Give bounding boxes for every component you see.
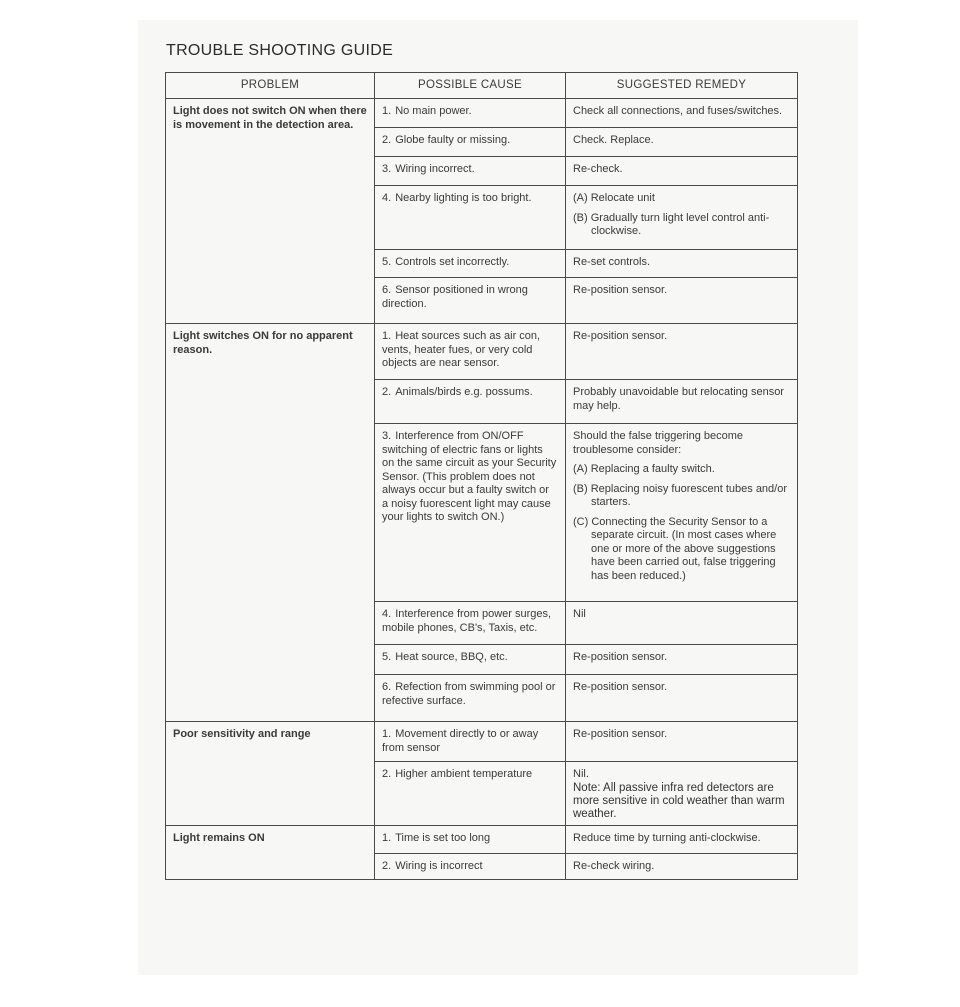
cause-text: Interference from power surges, mobile phones, CB's, Taxis, etc.: [382, 608, 552, 634]
cause-text: Nearby lighting is too bright.: [395, 192, 532, 204]
remedy-cell: [566, 762, 798, 826]
cause-number: 1.: [382, 831, 392, 844]
problem-cell: Light does not switch ON when there is movement in the detection area.: [166, 99, 375, 324]
header-problem: PROBLEM: [166, 73, 375, 99]
cause-text: Controls set incorrectly.: [395, 256, 510, 268]
remedy-cell: [566, 157, 798, 186]
cause-text: Refection from swimming pool or refective surface.: [382, 681, 556, 707]
table-row: [166, 825, 798, 853]
cause-number: 3.: [382, 430, 392, 442]
cause-cell: [375, 825, 566, 853]
remedy-cell: [566, 380, 798, 424]
remedy-cell: [566, 99, 798, 128]
cause-text: Movement directly to or away from sensor: [382, 728, 539, 754]
remedy-cell: [566, 675, 798, 722]
remedy-line: Re-check wiring.: [573, 859, 655, 872]
remedy-line: Check all connections, and fuses/switches.: [573, 105, 783, 117]
cause-cell: [375, 99, 566, 128]
cause-text: Animals/birds e.g. possums.: [395, 386, 533, 398]
cause-text: Wiring is incorrect: [395, 859, 483, 872]
cause-text: Heat sources such as air con, vents, heater fues, or very cold objects are near sensor.: [382, 330, 541, 369]
cause-cell: [375, 602, 566, 645]
remedy-line: Re-position sensor.: [573, 651, 668, 663]
cause-number: 6.: [382, 284, 392, 296]
remedy-line: Check. Replace.: [573, 134, 654, 146]
table-row: [166, 99, 798, 128]
remedy-line: Probably unavoidable but relocating sensor may help.: [573, 386, 784, 412]
remedy-cell: [566, 278, 798, 324]
cause-number: 2.: [382, 859, 392, 872]
remedy-line: (B) Gradually turn light level control anti-clockwise.: [573, 211, 770, 237]
cause-cell: [375, 157, 566, 186]
remedy-line: Re-position sensor.: [573, 284, 668, 296]
cause-text: No main power.: [395, 105, 472, 117]
cause-cell: [375, 324, 566, 380]
remedy-line: Nil.: [573, 768, 589, 780]
cause-text: Wiring incorrect.: [395, 163, 475, 175]
cause-number: 2.: [382, 134, 392, 146]
remedy-cell: [566, 424, 798, 602]
remedy-line: Reduce time by turning anti-clockwise.: [573, 831, 761, 844]
remedy-line: Re-position sensor.: [573, 330, 668, 342]
cause-number: 1.: [382, 105, 392, 117]
problem-cell: Light switches ON for no apparent reason.: [166, 324, 375, 722]
cause-text: Sensor positioned in wrong direction.: [382, 284, 528, 310]
remedy-cell: [566, 324, 798, 380]
cause-number: 1.: [382, 728, 392, 740]
remedy-line: Nil: [573, 608, 586, 620]
table-row: [166, 324, 798, 380]
cause-cell: [375, 250, 566, 278]
problem-cell: Light remains ON: [166, 825, 375, 879]
cause-number: 2.: [382, 386, 392, 398]
remedy-line: Re-position sensor.: [573, 728, 668, 740]
cause-cell: [375, 762, 566, 826]
cause-number: 4.: [382, 192, 392, 204]
remedy-line: (A) Replacing a faulty switch.: [573, 463, 715, 475]
table-row: [166, 722, 798, 762]
remedy-cell: [566, 722, 798, 762]
cause-cell: [375, 186, 566, 250]
table-body: [166, 99, 798, 880]
remedy-cell: [566, 250, 798, 278]
cause-cell: [375, 722, 566, 762]
cause-text: Interference from ON/OFF switching of electric fans or lights on the same circuit as your Security Sensor. (This problem does not always occur but a faulty switch or a noisy fuorescent light may cause your lights to switch ON.): [382, 430, 557, 523]
cause-text: Globe faulty or missing.: [395, 134, 511, 146]
cause-cell: [375, 380, 566, 424]
remedy-cell: [566, 128, 798, 157]
remedy-cell: [566, 853, 798, 879]
cause-number: 2.: [382, 768, 392, 780]
cause-text: Higher ambient temperature: [395, 768, 533, 780]
cause-text: Heat source, BBQ, etc.: [395, 651, 508, 663]
remedy-cell: [566, 186, 798, 250]
cause-cell: [375, 128, 566, 157]
remedy-line: Re-set controls.: [573, 256, 651, 268]
troubleshooting-table: [165, 72, 798, 880]
remedy-line: (B) Replacing noisy fuorescent tubes and/or starters.: [573, 482, 788, 508]
remedy-line: Re-position sensor.: [573, 681, 668, 693]
page-title: TROUBLE SHOOTING GUIDE: [166, 42, 394, 59]
cause-cell: [375, 645, 566, 675]
cause-number: 3.: [382, 163, 392, 175]
cause-cell: [375, 424, 566, 602]
remedy-note: Note: All passive infra red detectors are more sensitive in cold weather than warm weather.: [573, 781, 785, 820]
cause-cell: [375, 675, 566, 722]
remedy-cell: [566, 602, 798, 645]
problem-cell: Poor sensitivity and range: [166, 722, 375, 826]
cause-number: 6.: [382, 681, 392, 693]
cause-number: 5.: [382, 256, 392, 268]
remedy-line: (A) Relocate unit: [573, 192, 655, 204]
cause-cell: [375, 853, 566, 879]
remedy-line: Should the false triggering become troublesome consider:: [573, 430, 743, 456]
cause-text: Time is set too long: [395, 831, 491, 844]
remedy-line: Re-check.: [573, 163, 623, 175]
cause-number: 4.: [382, 608, 392, 620]
cause-number: 1.: [382, 330, 392, 342]
header-possible-cause: POSSIBLE CAUSE: [375, 73, 566, 99]
cause-number: 5.: [382, 651, 392, 663]
remedy-line: (C) Connecting the Security Sensor to a separate circuit. (In most cases where one or more of the above suggestions have been carried out, false triggering has been reduced.): [573, 515, 777, 582]
remedy-cell: [566, 825, 798, 853]
remedy-cell: [566, 645, 798, 675]
cause-cell: [375, 278, 566, 324]
header-suggested-remedy: SUGGESTED REMEDY: [566, 73, 798, 99]
